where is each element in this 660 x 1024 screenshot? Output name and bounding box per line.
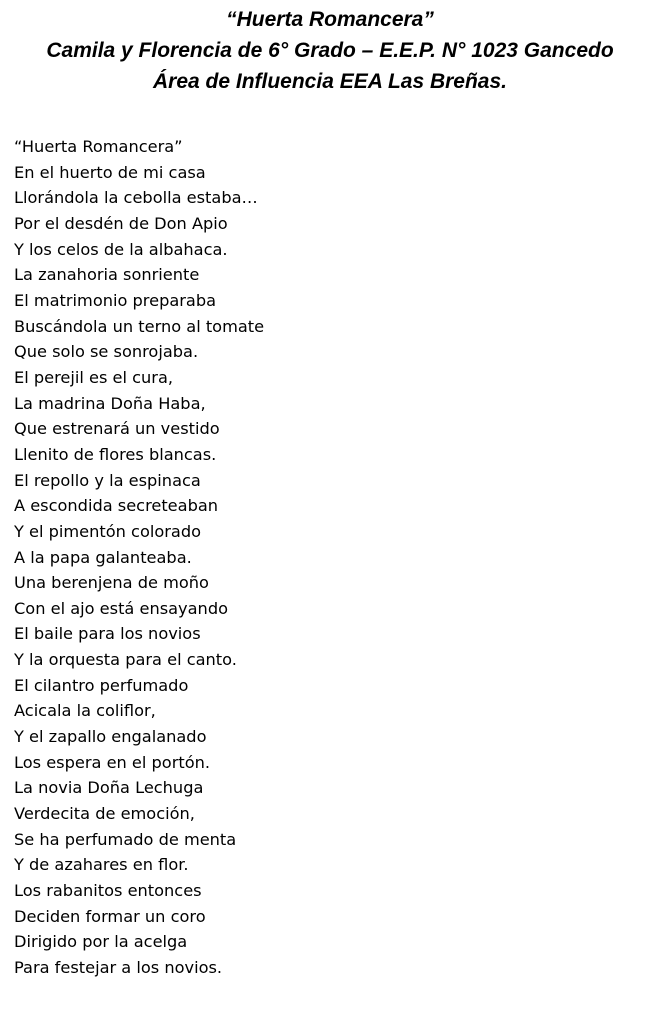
poem-line: Con el ajo está ensayando: [14, 598, 228, 618]
poem-line: Verdecita de emoción,: [14, 804, 195, 824]
poem-body: [14, 134, 634, 981]
poem-line: La madrina Doña Haba,: [14, 393, 206, 413]
poem-line: Para festejar a los novios.: [14, 958, 223, 977]
poem-line: El matrimonio preparaba: [14, 290, 217, 310]
poem-line: Llenito de flores blancas.: [14, 444, 217, 464]
poem-line: El perejil es el cura,: [14, 367, 174, 387]
document-area: Área de Influencia EEA Las Breñas.: [152, 70, 508, 93]
poem-line: Dirigido por la acelga: [14, 932, 188, 952]
poem-line: Deciden formar un coro: [14, 906, 206, 926]
poem-line: Y el zapallo engalanado: [14, 727, 207, 747]
poem-line: La zanahoria sonriente: [14, 265, 200, 285]
poem-line: Y la orquesta para el canto.: [14, 650, 237, 670]
poem-line: El baile para los novios: [14, 624, 201, 644]
poem-line: Que solo se sonrojaba.: [14, 342, 199, 362]
poem-line: En el huerto de mi casa: [14, 162, 206, 182]
poem-line: La novia Doña Lechuga: [14, 778, 204, 798]
poem-line: Acicala la coliflor,: [14, 701, 156, 721]
poem-line: Llorándola la cebolla estaba…: [14, 188, 258, 208]
poem-line: El cilantro perfumado: [14, 675, 189, 695]
poem-line: Buscándola un terno al tomate: [14, 316, 265, 336]
poem-line: “Huerta Romancera”: [14, 137, 183, 156]
poem-line: Los espera en el portón.: [14, 752, 211, 772]
poem-line: Y los celos de la albahaca.: [14, 239, 228, 259]
poem-line: Por el desdén de Don Apio: [14, 213, 228, 233]
document-header: [0, 4, 660, 97]
poem-line: Una berenjena de moño: [14, 573, 209, 593]
poem-line: Se ha perfumado de menta: [14, 829, 237, 849]
poem-line: A la papa galanteaba.: [14, 547, 192, 567]
document-authors: Camila y Florencia de 6° Grado – E.E.P. N° 1023 Gancedo: [46, 39, 614, 62]
poem-line: Que estrenará un vestido: [14, 419, 220, 439]
poem-line: Los rabanitos entonces: [14, 881, 202, 901]
document-title: “Huerta Romancera”: [226, 8, 434, 31]
poem-line: Y de azahares en flor.: [14, 855, 189, 875]
poem-line: Y el pimentón colorado: [14, 521, 202, 541]
poem-line: A escondida secreteaban: [14, 496, 219, 516]
poem-line: El repollo y la espinaca: [14, 470, 201, 490]
